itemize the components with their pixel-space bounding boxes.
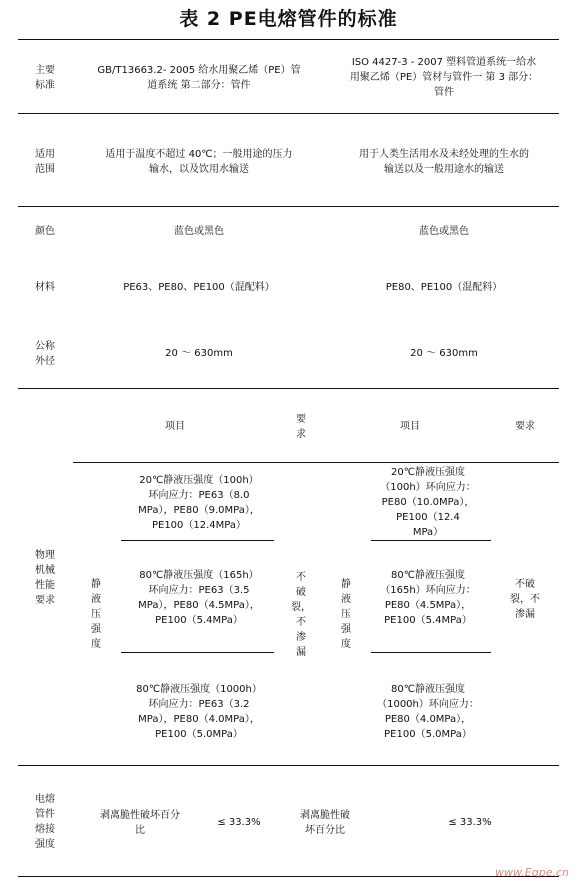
divider [371,652,491,653]
item-header-col1: 项目 [165,421,185,432]
requirement-col1: 不 破 裂， 不 渗 漏 [291,572,311,658]
color-col1: 蓝色或黑色 [174,226,224,237]
color-col2: 蓝色或黑色 [419,226,469,237]
divider [18,113,559,114]
row-label-physical: 物理 机械 性能 要求 [35,550,55,606]
material-col1: PE63、PE80、PE100（混配料） [123,282,275,293]
row-label-diameter: 公称 外径 [35,341,55,367]
divider [121,540,274,541]
row-label-fusion: 电熔 管件 熔接 强度 [35,794,55,850]
divider [18,39,559,40]
hydrostatic-label-col1: 静 液 压 强 度 [91,579,101,650]
divider [73,462,559,463]
divider [18,388,559,389]
test-col1-3: 80℃静液压强度（1000h） 环向应力：PE63（3.2 MPa），PE80（4.0MPa）， PE100（5.0MPa） [136,684,262,740]
divider [18,765,559,766]
test-col2-3: 80℃静液压强度 （1000h）环向应力： PE80（4.0MPa）， PE100（5.0MPa） [377,684,479,740]
item-header-col2: 项目 [400,421,420,432]
divider [18,876,559,877]
row-label-scope: 适用 范围 [35,149,55,175]
standard-col2: ISO 4427-3 - 2007 塑料管道系统一给水 用聚乙烯（PE）管材与管件一 第 3 部分： 管件 [349,57,539,98]
requirement-header-col1: 要 求 [296,414,306,440]
divider [371,540,491,541]
diameter-col2: 20 ～ 630mm [410,348,478,359]
diameter-col1: 20 ～ 630mm [165,348,233,359]
test-col1-2: 80℃静液压强度（165h） 环向应力：PE63（3.5 MPa），PE80（4.5MPa）， PE100（5.4MPa） [138,570,260,626]
divider [121,652,274,653]
scope-col1: 适用于温度不超过 40℃；一般用途的压力 输水，以及饮用水输送 [105,149,293,175]
fusion-item-col2: 剥离脆性破 坏百分比 [300,810,350,836]
requirement-col2: 不破 裂，不 渗漏 [510,579,540,620]
watermark: www.Eqpe.cn [495,866,569,879]
material-col2: PE80、PE100（混配料） [385,282,503,293]
standard-col1: GB/T13663.2- 2005 给水用聚乙烯（PE）管 道系统 第二部分：管件 [97,65,301,91]
divider [18,206,559,207]
fusion-value-col2: ≤ 33.3% [448,817,492,828]
table-title: 表 2 PE电熔管件的标准 [179,8,398,30]
test-col1-1: 20℃静液压强度（100h） 环向应力：PE63（8.0 MPa），PE80（9.0MPa）， PE100（12.4MPa） [138,475,260,531]
fusion-value-col1: ≤ 33.3% [217,817,261,828]
row-label-color: 颜色 [35,226,55,237]
row-label-material: 材料 [35,282,55,293]
fusion-item-col1: 剥离脆性破坏百分 比 [100,810,180,836]
scope-col2: 用于人类生活用水及未经处理的生水的 输送以及一般用途水的输送 [359,149,529,175]
test-col2-1: 20℃静液压强度 （100h）环向应力： PE80（10.0MPa）， PE100（12.4 MPa） [380,467,476,538]
hydrostatic-label-col2: 静 液 压 强 度 [341,579,351,650]
test-col2-2: 80℃静液压强度 （165h）环向应力： PE80（4.5MPa）， PE100（5.4MPa） [380,570,476,626]
requirement-header-col2: 要求 [515,421,535,432]
row-label-standard: 主要 标准 [35,65,55,91]
